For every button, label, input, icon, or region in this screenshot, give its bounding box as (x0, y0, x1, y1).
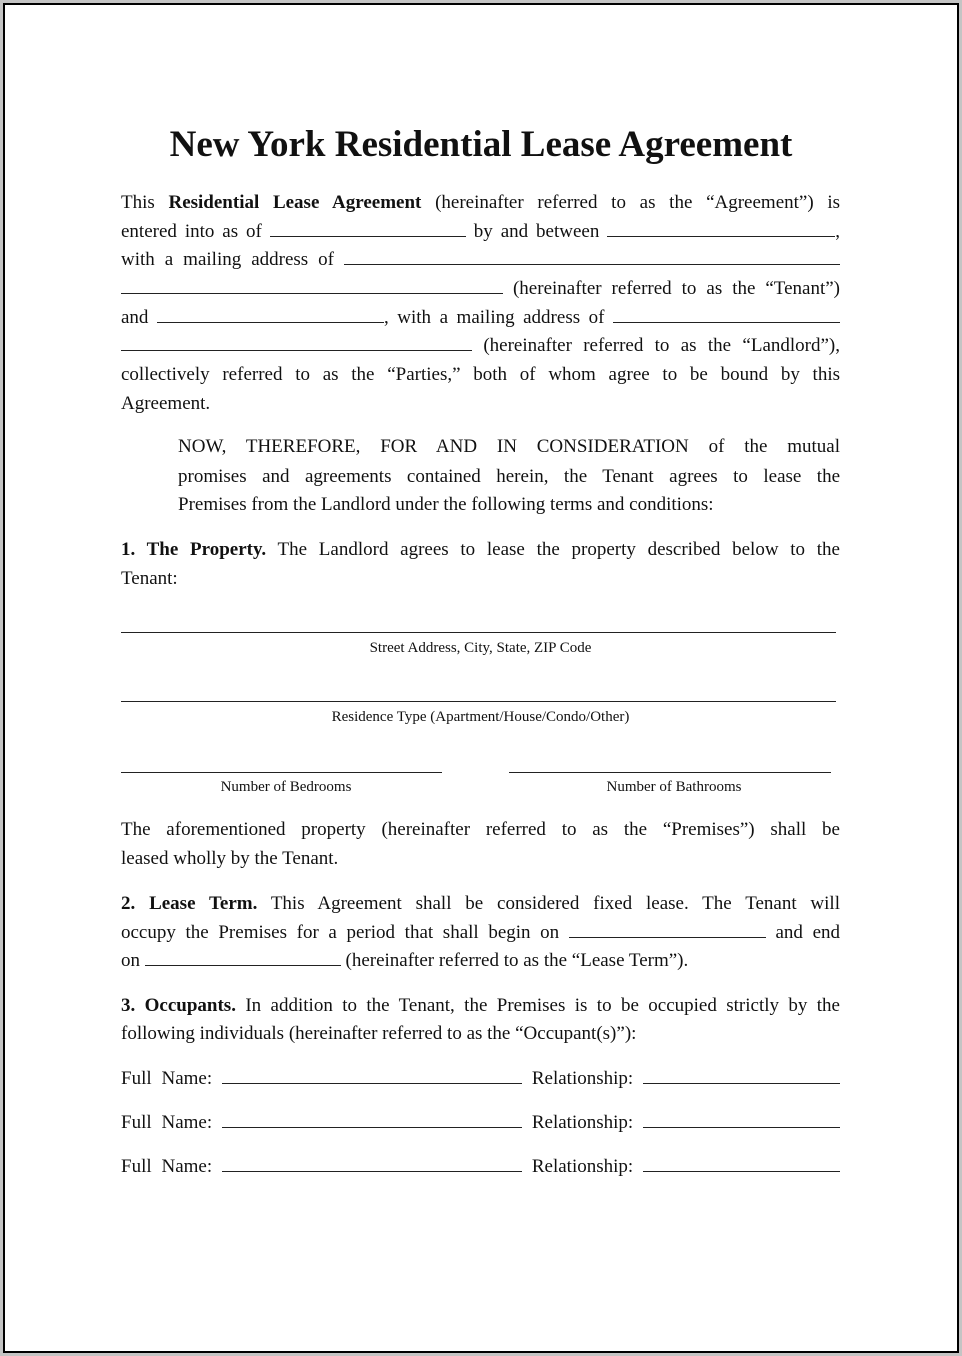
residence-type-caption: Residence Type (Apartment/House/Condo/Other) (331, 709, 630, 725)
intro-line-6 (121, 332, 840, 360)
landlord-address-field-2[interactable] (121, 334, 472, 351)
section-heading: 1. The Property. (121, 539, 267, 560)
tenant-address-field-2[interactable] (121, 277, 503, 294)
term-line-3 (121, 947, 840, 975)
agreement-date-field[interactable] (270, 220, 466, 237)
relationship-label: Relationship: (531, 1068, 634, 1089)
text: with a mailing address of (121, 249, 335, 270)
consideration-line-2: promises and agreements contained herein, the Tenant agrees to lease the (178, 466, 840, 487)
text: occupy the Premises for a period that shall begin on (121, 922, 560, 943)
section-heading: 2. Lease Term. (121, 893, 258, 914)
full-name-label: Full Name: (121, 1156, 213, 1177)
occupant-row (121, 1065, 840, 1093)
text: on (121, 950, 140, 971)
text: In addition to the Tenant, the Premises is to be occupied strictly by the (245, 995, 840, 1016)
intro-line-5 (121, 304, 840, 332)
occupant-name-field[interactable] (222, 1155, 522, 1172)
lease-start-field[interactable] (569, 921, 766, 938)
text: (hereinafter referred to as the “Lease Term”). (345, 950, 689, 971)
intro-line-4 (121, 275, 840, 303)
occupant-relationship-field[interactable] (643, 1067, 840, 1084)
term-line-1 (121, 890, 840, 918)
text: This Agreement shall be considered fixed lease. The Tenant will (270, 893, 840, 914)
text: , (835, 221, 841, 242)
intro-line-7: collectively referred to as the “Parties,” both of whom agree to be bound by this (121, 364, 840, 385)
occupant-row (121, 1109, 840, 1137)
premises-line-1: The aforementioned property (hereinafter referred to as the “Premises”) shall be (121, 819, 840, 840)
text: This (121, 192, 155, 213)
landlord-address-field[interactable] (613, 306, 840, 323)
tenant-address-field[interactable] (344, 248, 840, 265)
text: , with a mailing address of (383, 307, 605, 328)
bedrooms-field[interactable] (121, 772, 442, 773)
residence-type-field[interactable] (121, 701, 836, 702)
occupant-relationship-field[interactable] (643, 1111, 840, 1128)
occupant-name-field[interactable] (222, 1067, 522, 1084)
lease-end-field[interactable] (145, 949, 341, 966)
occupants-line-1 (121, 992, 840, 1020)
text: (hereinafter referred to as the “Landlord”), (483, 335, 840, 356)
text: The Landlord agrees to lease the property described below to the (277, 539, 840, 560)
text: by and between (473, 221, 600, 242)
occupants-line-2: following individuals (hereinafter referred to as the “Occupant(s)”): (121, 1023, 637, 1044)
document-title: New York Residential Lease Agreement (169, 124, 793, 165)
term-line-2 (121, 919, 840, 947)
consideration-line-3: Premises from the Landlord under the following terms and conditions: (178, 494, 714, 515)
address-field[interactable] (121, 632, 836, 633)
consideration-line-1: NOW, THEREFORE, FOR AND IN CONSIDERATION of the mutual (178, 436, 840, 457)
intro-line-2 (121, 218, 840, 246)
intro-line-1 (121, 189, 840, 217)
text: (hereinafter referred to as the “Tenant”) (512, 278, 840, 299)
occupant-name-field[interactable] (222, 1111, 522, 1128)
full-name-label: Full Name: (121, 1112, 213, 1133)
text: and end (775, 922, 841, 943)
bathrooms-caption: Number of Bathrooms (606, 779, 742, 795)
text: and (121, 307, 149, 328)
intro-line-8: Agreement. (121, 393, 211, 414)
agreement-name: Residential Lease Agreement (168, 192, 422, 213)
text: entered into as of (121, 221, 262, 242)
relationship-label: Relationship: (531, 1156, 634, 1177)
occupant-row (121, 1153, 840, 1181)
section-heading: 3. Occupants. (121, 995, 236, 1016)
premises-line-2: leased wholly by the Tenant. (121, 848, 339, 869)
full-name-label: Full Name: (121, 1068, 213, 1089)
property-line-2: Tenant: (121, 568, 178, 589)
intro-line-3 (121, 246, 840, 274)
relationship-label: Relationship: (531, 1112, 634, 1133)
landlord-name-field[interactable] (157, 306, 384, 323)
tenant-name-field[interactable] (607, 220, 835, 237)
text: (hereinafter referred to as the “Agreement”) is (435, 192, 841, 213)
bedrooms-caption: Number of Bedrooms (220, 779, 352, 795)
property-line-1 (121, 536, 840, 564)
address-caption: Street Address, City, State, ZIP Code (369, 640, 592, 656)
occupant-relationship-field[interactable] (643, 1155, 840, 1172)
bathrooms-field[interactable] (509, 772, 831, 773)
